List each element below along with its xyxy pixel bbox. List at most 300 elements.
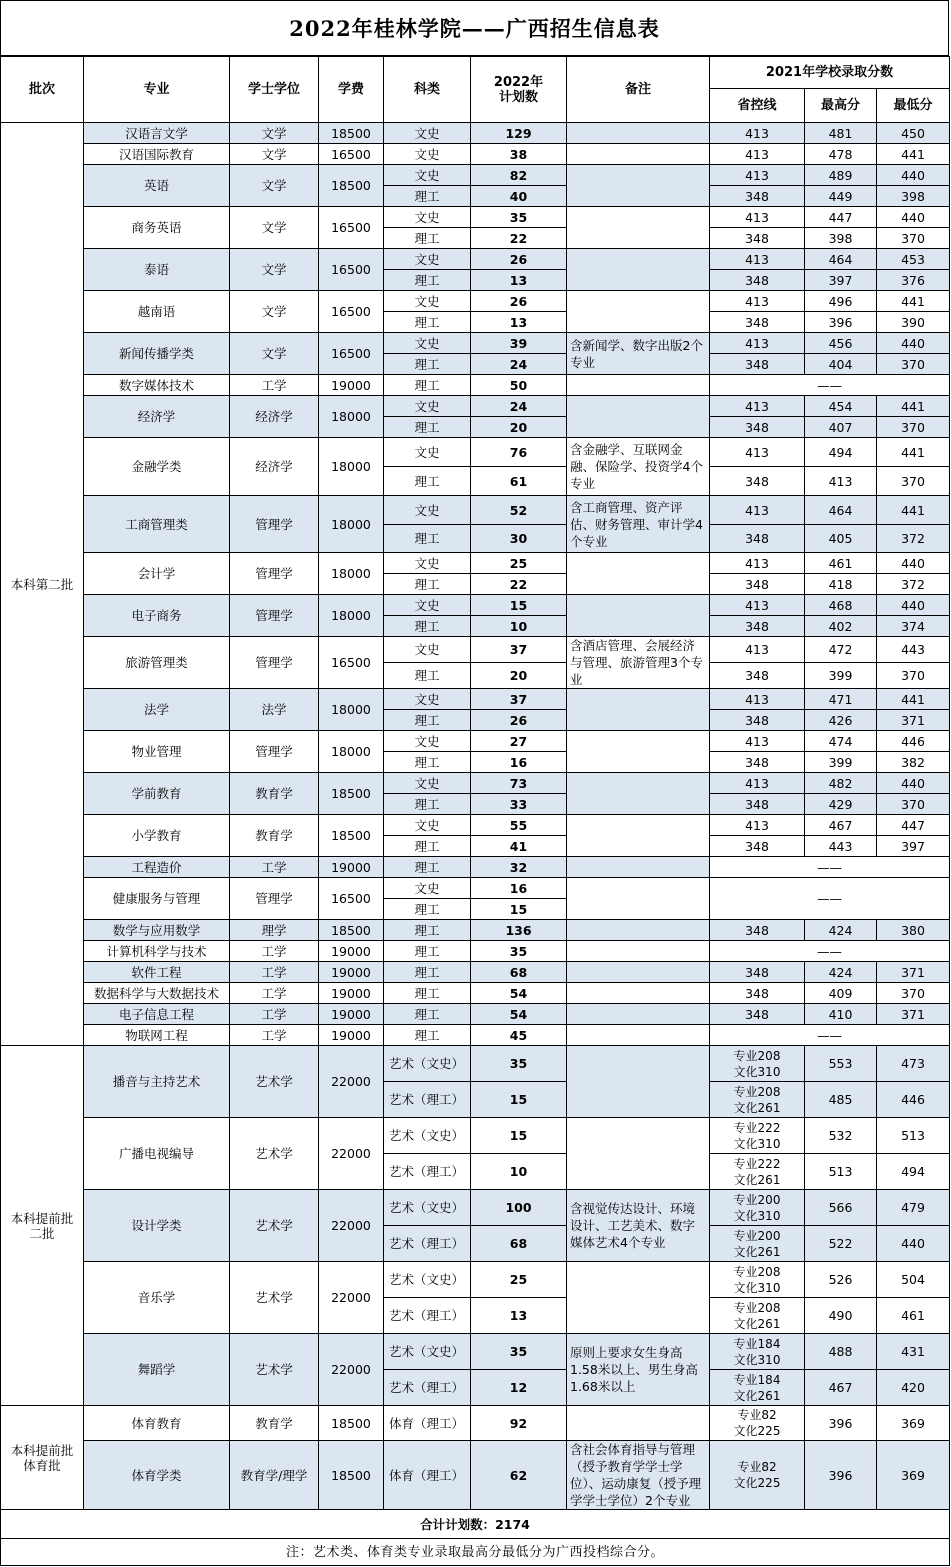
table-row bbox=[1, 731, 950, 752]
degree-cell: 管理学 bbox=[230, 496, 319, 553]
min-score-cell: 372 bbox=[877, 525, 950, 553]
max-score-cell: 482 bbox=[805, 773, 877, 794]
header-tuition: 学费 bbox=[319, 57, 384, 123]
min-score-cell: 369 bbox=[877, 1406, 950, 1441]
plan-cell: 76 bbox=[471, 438, 567, 467]
max-score-cell: 456 bbox=[805, 333, 877, 354]
max-score-cell: 407 bbox=[805, 417, 877, 438]
control-line-cell: 348 bbox=[710, 663, 805, 689]
tuition-cell: 18500 bbox=[319, 773, 384, 815]
subject-cell: 理工 bbox=[384, 417, 471, 438]
major-name: 计算机科学与技术 bbox=[84, 941, 230, 962]
control-line-cell: 348 bbox=[710, 417, 805, 438]
min-score-cell: 440 bbox=[877, 165, 950, 186]
plan-cell: 32 bbox=[471, 857, 567, 878]
note-cell bbox=[567, 1046, 710, 1118]
major-name: 越南语 bbox=[84, 291, 230, 333]
tuition-cell: 18000 bbox=[319, 689, 384, 731]
table-row bbox=[1, 1025, 950, 1046]
control-line-cell: 413 bbox=[710, 123, 805, 144]
subject-cell: 艺术（文史） bbox=[384, 1190, 471, 1226]
subject-cell: 理工 bbox=[384, 574, 471, 595]
footnote: 注：艺术类、体育类专业录取最高分最低分为广西投档综合分。 bbox=[1, 1539, 950, 1566]
subject-cell: 理工 bbox=[384, 467, 471, 496]
subject-cell: 理工 bbox=[384, 1004, 471, 1025]
major-name: 数学与应用数学 bbox=[84, 920, 230, 941]
note-cell bbox=[567, 1262, 710, 1334]
min-score-cell: 473 bbox=[877, 1046, 950, 1082]
subject-cell: 理工 bbox=[384, 794, 471, 815]
max-score-cell: 397 bbox=[805, 270, 877, 291]
note-cell bbox=[567, 1118, 710, 1190]
major-name: 物业管理 bbox=[84, 731, 230, 773]
min-score-cell: 440 bbox=[877, 333, 950, 354]
plan-cell: 37 bbox=[471, 689, 567, 710]
max-score-cell: 471 bbox=[805, 689, 877, 710]
plan-cell: 10 bbox=[471, 1154, 567, 1190]
max-score-cell: 485 bbox=[805, 1082, 877, 1118]
control-line-cell: 348 bbox=[710, 525, 805, 553]
subject-cell: 理工 bbox=[384, 899, 471, 920]
degree-cell: 教育学 bbox=[230, 1406, 319, 1441]
min-score-cell: 447 bbox=[877, 815, 950, 836]
note-cell bbox=[567, 689, 710, 731]
degree-cell: 教育学/理学 bbox=[230, 1441, 319, 1510]
note-cell bbox=[567, 595, 710, 637]
plan-cell: 20 bbox=[471, 417, 567, 438]
plan-cell: 55 bbox=[471, 815, 567, 836]
plan-cell: 27 bbox=[471, 731, 567, 752]
tuition-cell: 22000 bbox=[319, 1262, 384, 1334]
tuition-cell: 19000 bbox=[319, 857, 384, 878]
degree-cell: 经济学 bbox=[230, 438, 319, 496]
plan-cell: 54 bbox=[471, 983, 567, 1004]
degree-cell: 管理学 bbox=[230, 731, 319, 773]
tuition-cell: 19000 bbox=[319, 375, 384, 396]
major-name: 法学 bbox=[84, 689, 230, 731]
degree-cell: 艺术学 bbox=[230, 1118, 319, 1190]
control-line-cell: 413 bbox=[710, 637, 805, 663]
table-row bbox=[1, 878, 950, 899]
table-row bbox=[1, 396, 950, 417]
control-line-cell: 专业200 文化261 bbox=[710, 1226, 805, 1262]
max-score-cell: 404 bbox=[805, 354, 877, 375]
min-score-cell: 513 bbox=[877, 1118, 950, 1154]
degree-cell: 管理学 bbox=[230, 553, 319, 595]
note-cell: 含工商管理、资产评估、财务管理、审计学4个专业 bbox=[567, 496, 710, 553]
subject-cell: 艺术（理工） bbox=[384, 1226, 471, 1262]
subject-cell: 文史 bbox=[384, 123, 471, 144]
plan-cell: 25 bbox=[471, 553, 567, 574]
no-score-cell: —— bbox=[710, 1025, 950, 1046]
note-cell bbox=[567, 857, 710, 878]
min-score-cell: 446 bbox=[877, 731, 950, 752]
control-line-cell: 413 bbox=[710, 496, 805, 525]
subject-cell: 理工 bbox=[384, 710, 471, 731]
subject-cell: 艺术（理工） bbox=[384, 1370, 471, 1406]
subject-cell: 文史 bbox=[384, 144, 471, 165]
min-score-cell: 371 bbox=[877, 710, 950, 731]
major-name: 电子商务 bbox=[84, 595, 230, 637]
plan-cell: 15 bbox=[471, 899, 567, 920]
plan-cell: 24 bbox=[471, 396, 567, 417]
header-note: 备注 bbox=[567, 57, 710, 123]
degree-cell: 工学 bbox=[230, 375, 319, 396]
major-name: 学前教育 bbox=[84, 773, 230, 815]
control-line-cell: 348 bbox=[710, 467, 805, 496]
max-score-cell: 526 bbox=[805, 1262, 877, 1298]
max-score-cell: 553 bbox=[805, 1046, 877, 1082]
control-line-cell: 专业200 文化310 bbox=[710, 1190, 805, 1226]
note-cell bbox=[567, 731, 710, 773]
min-score-cell: 371 bbox=[877, 1004, 950, 1025]
degree-cell: 管理学 bbox=[230, 878, 319, 920]
plan-cell: 73 bbox=[471, 773, 567, 794]
degree-cell: 艺术学 bbox=[230, 1046, 319, 1118]
degree-cell: 管理学 bbox=[230, 595, 319, 637]
note-cell bbox=[567, 983, 710, 1004]
degree-cell: 文学 bbox=[230, 333, 319, 375]
min-score-cell: 450 bbox=[877, 123, 950, 144]
degree-cell: 文学 bbox=[230, 123, 319, 144]
plan-cell: 38 bbox=[471, 144, 567, 165]
header-degree: 学士学位 bbox=[230, 57, 319, 123]
tuition-cell: 18500 bbox=[319, 1441, 384, 1510]
degree-cell: 教育学 bbox=[230, 773, 319, 815]
degree-cell: 文学 bbox=[230, 291, 319, 333]
tuition-cell: 18000 bbox=[319, 553, 384, 595]
min-score-cell: 370 bbox=[877, 794, 950, 815]
table-row bbox=[1, 165, 950, 186]
plan-cell: 13 bbox=[471, 270, 567, 291]
tuition-cell: 18000 bbox=[319, 731, 384, 773]
major-name: 会计学 bbox=[84, 553, 230, 595]
batch-cell: 本科提前批体育批 bbox=[1, 1406, 84, 1510]
control-line-cell: 348 bbox=[710, 983, 805, 1004]
subject-cell: 文史 bbox=[384, 773, 471, 794]
max-score-cell: 396 bbox=[805, 1406, 877, 1441]
control-line-cell: 专业222 文化310 bbox=[710, 1118, 805, 1154]
degree-cell: 文学 bbox=[230, 144, 319, 165]
subject-cell: 体育（理工） bbox=[384, 1406, 471, 1441]
min-score-cell: 397 bbox=[877, 836, 950, 857]
subject-cell: 艺术（理工） bbox=[384, 1298, 471, 1334]
plan-cell: 22 bbox=[471, 228, 567, 249]
major-name: 英语 bbox=[84, 165, 230, 207]
plan-cell: 52 bbox=[471, 496, 567, 525]
no-score-cell: —— bbox=[710, 375, 950, 396]
max-score-cell: 464 bbox=[805, 496, 877, 525]
table-row bbox=[1, 857, 950, 878]
plan-cell: 68 bbox=[471, 1226, 567, 1262]
control-line-cell: 专业208 文化310 bbox=[710, 1046, 805, 1082]
header-row bbox=[1, 57, 950, 89]
max-score-cell: 409 bbox=[805, 983, 877, 1004]
plan-cell: 129 bbox=[471, 123, 567, 144]
plan-cell: 50 bbox=[471, 375, 567, 396]
table-row bbox=[1, 1441, 950, 1510]
min-score-cell: 420 bbox=[877, 1370, 950, 1406]
max-score-cell: 424 bbox=[805, 920, 877, 941]
control-line-cell: 专业184 文化261 bbox=[710, 1370, 805, 1406]
control-line-cell: 专业184 文化310 bbox=[710, 1334, 805, 1370]
control-line-cell: 348 bbox=[710, 270, 805, 291]
control-line-cell: 413 bbox=[710, 595, 805, 616]
plan-cell: 33 bbox=[471, 794, 567, 815]
plan-cell: 30 bbox=[471, 525, 567, 553]
max-score-cell: 490 bbox=[805, 1298, 877, 1334]
control-line-cell: 413 bbox=[710, 731, 805, 752]
tuition-cell: 22000 bbox=[319, 1046, 384, 1118]
note-cell bbox=[567, 291, 710, 333]
min-score-cell: 371 bbox=[877, 962, 950, 983]
min-score-cell: 370 bbox=[877, 228, 950, 249]
plan-cell: 26 bbox=[471, 291, 567, 312]
min-score-cell: 370 bbox=[877, 983, 950, 1004]
control-line-cell: 348 bbox=[710, 794, 805, 815]
min-score-cell: 440 bbox=[877, 553, 950, 574]
note-cell bbox=[567, 144, 710, 165]
plan-cell: 35 bbox=[471, 207, 567, 228]
major-name: 小学教育 bbox=[84, 815, 230, 857]
min-score-cell: 446 bbox=[877, 1082, 950, 1118]
min-score-cell: 504 bbox=[877, 1262, 950, 1298]
note-cell bbox=[567, 815, 710, 857]
tuition-cell: 19000 bbox=[319, 962, 384, 983]
header-min-score: 最低分 bbox=[877, 89, 950, 123]
table-row bbox=[1, 1004, 950, 1025]
control-line-cell: 413 bbox=[710, 815, 805, 836]
min-score-cell: 440 bbox=[877, 773, 950, 794]
major-name: 电子信息工程 bbox=[84, 1004, 230, 1025]
plan-cell: 22 bbox=[471, 574, 567, 595]
subject-cell: 理工 bbox=[384, 228, 471, 249]
min-score-cell: 440 bbox=[877, 595, 950, 616]
major-name: 金融学类 bbox=[84, 438, 230, 496]
subject-cell: 理工 bbox=[384, 920, 471, 941]
subject-cell: 文史 bbox=[384, 637, 471, 663]
max-score-cell: 418 bbox=[805, 574, 877, 595]
tuition-cell: 18500 bbox=[319, 815, 384, 857]
min-score-cell: 453 bbox=[877, 249, 950, 270]
page-title: 2022年桂林学院——广西招生信息表 bbox=[0, 0, 949, 56]
subject-cell: 理工 bbox=[384, 836, 471, 857]
table-row bbox=[1, 291, 950, 312]
header-major: 专业 bbox=[84, 57, 230, 123]
table-row bbox=[1, 962, 950, 983]
plan-cell: 35 bbox=[471, 1334, 567, 1370]
max-score-cell: 532 bbox=[805, 1118, 877, 1154]
max-score-cell: 449 bbox=[805, 186, 877, 207]
subject-cell: 文史 bbox=[384, 815, 471, 836]
min-score-cell: 441 bbox=[877, 438, 950, 467]
tuition-cell: 18500 bbox=[319, 165, 384, 207]
no-score-cell: —— bbox=[710, 857, 950, 878]
note-cell bbox=[567, 165, 710, 207]
note-cell bbox=[567, 553, 710, 595]
min-score-cell: 441 bbox=[877, 689, 950, 710]
tuition-cell: 18000 bbox=[319, 438, 384, 496]
tuition-cell: 19000 bbox=[319, 941, 384, 962]
control-line-cell: 413 bbox=[710, 689, 805, 710]
plan-cell: 37 bbox=[471, 637, 567, 663]
control-line-cell: 348 bbox=[710, 354, 805, 375]
major-name: 商务英语 bbox=[84, 207, 230, 249]
subject-cell: 文史 bbox=[384, 731, 471, 752]
max-score-cell: 468 bbox=[805, 595, 877, 616]
max-score-cell: 454 bbox=[805, 396, 877, 417]
subject-cell: 理工 bbox=[384, 663, 471, 689]
min-score-cell: 398 bbox=[877, 186, 950, 207]
degree-cell: 工学 bbox=[230, 857, 319, 878]
tuition-cell: 18500 bbox=[319, 920, 384, 941]
max-score-cell: 405 bbox=[805, 525, 877, 553]
subject-cell: 理工 bbox=[384, 983, 471, 1004]
plan-cell: 20 bbox=[471, 663, 567, 689]
tuition-cell: 16500 bbox=[319, 291, 384, 333]
table-row bbox=[1, 375, 950, 396]
major-name: 工商管理类 bbox=[84, 496, 230, 553]
degree-cell: 经济学 bbox=[230, 396, 319, 438]
max-score-cell: 399 bbox=[805, 663, 877, 689]
major-name: 数字媒体技术 bbox=[84, 375, 230, 396]
control-line-cell: 413 bbox=[710, 773, 805, 794]
max-score-cell: 488 bbox=[805, 1334, 877, 1370]
plan-cell: 13 bbox=[471, 1298, 567, 1334]
header-batch: 批次 bbox=[1, 57, 84, 123]
tuition-cell: 18500 bbox=[319, 123, 384, 144]
subject-cell: 艺术（理工） bbox=[384, 1154, 471, 1190]
table-row bbox=[1, 1190, 950, 1226]
min-score-cell: 441 bbox=[877, 291, 950, 312]
tuition-cell: 16500 bbox=[319, 207, 384, 249]
subject-cell: 文史 bbox=[384, 249, 471, 270]
max-score-cell: 461 bbox=[805, 553, 877, 574]
control-line-cell: 413 bbox=[710, 291, 805, 312]
subject-cell: 文史 bbox=[384, 291, 471, 312]
control-line-cell: 413 bbox=[710, 249, 805, 270]
table-row bbox=[1, 553, 950, 574]
footnote-row bbox=[1, 1539, 950, 1566]
subject-cell: 理工 bbox=[384, 941, 471, 962]
subject-cell: 理工 bbox=[384, 186, 471, 207]
table-row bbox=[1, 815, 950, 836]
table-row bbox=[1, 941, 950, 962]
tuition-cell: 16500 bbox=[319, 249, 384, 291]
control-line-cell: 413 bbox=[710, 207, 805, 228]
plan-cell: 35 bbox=[471, 941, 567, 962]
table-row bbox=[1, 689, 950, 710]
note-cell bbox=[567, 773, 710, 815]
plan-cell: 92 bbox=[471, 1406, 567, 1441]
max-score-cell: 494 bbox=[805, 438, 877, 467]
subject-cell: 理工 bbox=[384, 354, 471, 375]
subject-cell: 理工 bbox=[384, 616, 471, 637]
subject-cell: 文史 bbox=[384, 207, 471, 228]
table-row bbox=[1, 1334, 950, 1370]
plan-cell: 39 bbox=[471, 333, 567, 354]
note-cell: 含酒店管理、会展经济与管理、旅游管理3个专业 bbox=[567, 637, 710, 689]
table-row bbox=[1, 595, 950, 616]
max-score-cell: 447 bbox=[805, 207, 877, 228]
min-score-cell: 441 bbox=[877, 144, 950, 165]
control-line-cell: 348 bbox=[710, 920, 805, 941]
control-line-cell: 专业82 文化225 bbox=[710, 1406, 805, 1441]
note-cell bbox=[567, 962, 710, 983]
subject-cell: 理工 bbox=[384, 270, 471, 291]
max-score-cell: 426 bbox=[805, 710, 877, 731]
control-line-cell: 413 bbox=[710, 144, 805, 165]
max-score-cell: 402 bbox=[805, 616, 877, 637]
major-name: 数据科学与大数据技术 bbox=[84, 983, 230, 1004]
note-cell bbox=[567, 1004, 710, 1025]
plan-cell: 61 bbox=[471, 467, 567, 496]
subject-cell: 文史 bbox=[384, 396, 471, 417]
subject-cell: 文史 bbox=[384, 553, 471, 574]
degree-cell: 艺术学 bbox=[230, 1262, 319, 1334]
major-name: 播音与主持艺术 bbox=[84, 1046, 230, 1118]
subject-cell: 文史 bbox=[384, 438, 471, 467]
min-score-cell: 479 bbox=[877, 1190, 950, 1226]
table-row bbox=[1, 144, 950, 165]
table-row bbox=[1, 438, 950, 467]
tuition-cell: 22000 bbox=[319, 1190, 384, 1262]
max-score-cell: 398 bbox=[805, 228, 877, 249]
header-max-score: 最高分 bbox=[805, 89, 877, 123]
min-score-cell: 370 bbox=[877, 354, 950, 375]
major-name: 物联网工程 bbox=[84, 1025, 230, 1046]
control-line-cell: 413 bbox=[710, 438, 805, 467]
degree-cell: 工学 bbox=[230, 941, 319, 962]
control-line-cell: 348 bbox=[710, 962, 805, 983]
subject-cell: 艺术（理工） bbox=[384, 1082, 471, 1118]
max-score-cell: 429 bbox=[805, 794, 877, 815]
control-line-cell: 348 bbox=[710, 1004, 805, 1025]
max-score-cell: 464 bbox=[805, 249, 877, 270]
tuition-cell: 16500 bbox=[319, 637, 384, 689]
max-score-cell: 489 bbox=[805, 165, 877, 186]
major-name: 软件工程 bbox=[84, 962, 230, 983]
degree-cell: 工学 bbox=[230, 1004, 319, 1025]
degree-cell: 艺术学 bbox=[230, 1190, 319, 1262]
subject-cell: 理工 bbox=[384, 1025, 471, 1046]
degree-cell: 教育学 bbox=[230, 815, 319, 857]
plan-cell: 26 bbox=[471, 710, 567, 731]
max-score-cell: 396 bbox=[805, 312, 877, 333]
max-score-cell: 566 bbox=[805, 1190, 877, 1226]
control-line-cell: 413 bbox=[710, 333, 805, 354]
min-score-cell: 441 bbox=[877, 396, 950, 417]
plan-cell: 40 bbox=[471, 186, 567, 207]
control-line-cell: 413 bbox=[710, 165, 805, 186]
major-name: 旅游管理类 bbox=[84, 637, 230, 689]
batch-cell: 本科第二批 bbox=[1, 123, 84, 1046]
degree-cell: 法学 bbox=[230, 689, 319, 731]
plan-cell: 68 bbox=[471, 962, 567, 983]
major-name: 泰语 bbox=[84, 249, 230, 291]
control-line-cell: 348 bbox=[710, 616, 805, 637]
note-cell bbox=[567, 1406, 710, 1441]
table-row bbox=[1, 1118, 950, 1154]
subject-cell: 体育（理工） bbox=[384, 1441, 471, 1510]
degree-cell: 文学 bbox=[230, 165, 319, 207]
max-score-cell: 399 bbox=[805, 752, 877, 773]
subject-cell: 理工 bbox=[384, 525, 471, 553]
control-line-cell: 专业208 文化261 bbox=[710, 1082, 805, 1118]
table-row bbox=[1, 496, 950, 525]
plan-cell: 15 bbox=[471, 1118, 567, 1154]
subject-cell: 文史 bbox=[384, 333, 471, 354]
